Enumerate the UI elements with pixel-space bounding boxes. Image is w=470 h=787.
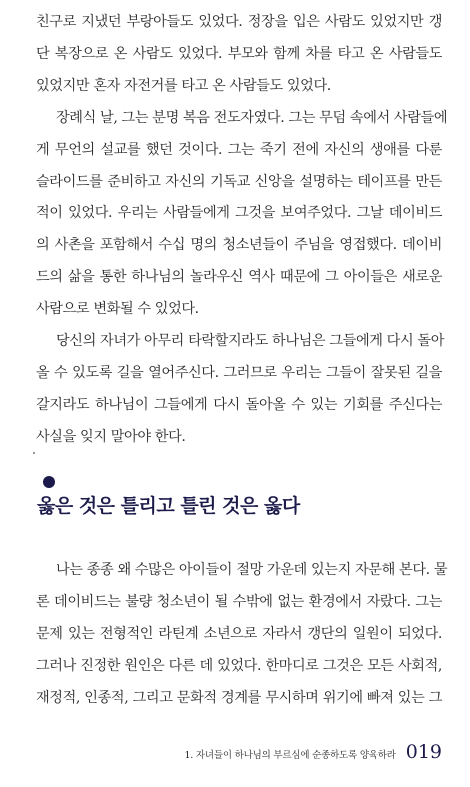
paragraph-line: 당신의 자녀가 아무리 타락할지라도 하나님은 그들에게 다시 돌아 [56,333,445,349]
paragraph-line: 단 복장으로 온 사람도 있었다. 부모와 함께 차를 타고 온 사람들도 [36,46,442,62]
page-number: 019 [405,741,442,763]
print-speck [33,452,35,454]
paragraph-line: 적이 있었다. 우리는 사람들에게 그것을 보여주었다. 그날 데이비드 [36,205,442,221]
paragraph-line: 있었지만 혼자 자전거를 타고 온 사람들도 있었다. [36,78,331,94]
paragraph-line: 올 수 있도록 길을 열어주신다. 그러므로 우리는 그들이 잘못된 길을 [36,365,442,381]
paragraph-line: 장례식 날, 그는 분명 복음 전도자였다. 그는 무덤 속에서 사람들에 [56,110,448,126]
paragraph-line: 사실을 잊지 말아야 한다. [36,429,186,445]
paragraph-line: 갈지라도 하나님이 그들에게 다시 돌아올 수 있는 기회를 주신다는 [36,397,442,413]
paragraph-line: 슬라이드를 준비하고 자신의 기독교 신앙을 설명하는 테이프를 만든 [36,174,442,190]
paragraph-line: 의 사촌을 포함해서 수십 명의 청소년들이 주님을 영접했다. 데이비 [36,237,442,253]
section-bullet-icon [43,476,55,488]
paragraph-line: 친구로 지냈던 부랑아들도 있었다. 정장을 입은 사람도 있었지만 갱 [36,14,442,30]
paragraph-line: 문제 있는 전형적인 라틴계 소년으로 자라서 갱단의 일원이 되었다. [36,626,442,642]
page-footer [184,741,442,763]
running-title: 1. 자녀들이 하나님의 부르심에 순종하도록 양육하라 [184,750,396,761]
paragraph-line: 드의 삶을 통한 하나님의 놀라우신 역사 때문에 그 아이들은 새로운 [36,269,442,285]
paragraph-line: 게 무언의 설교를 했던 것이다. 그는 죽기 전에 자신의 생애를 다룬 [36,142,442,158]
paragraph-line: 론 데이비드는 불량 청소년이 될 수밖에 없는 환경에서 자랐다. 그는 [36,594,442,610]
section-heading: 옳은 것은 틀리고 틀린 것은 옳다 [37,495,300,517]
paragraph-line: 재정적, 인종적, 그리고 문화적 경계를 무시하며 위기에 빠져 있는 그 [36,690,442,706]
paragraph-line: 나는 종종 왜 수많은 아이들이 절망 가운데 있는지 자문해 본다. 물 [56,562,448,578]
paragraph-line: 사람으로 변화될 수 있었다. [36,301,199,317]
paragraph-line: 그러나 진정한 원인은 다른 데 있었다. 한마디로 그것은 모든 사회적, [36,658,442,674]
